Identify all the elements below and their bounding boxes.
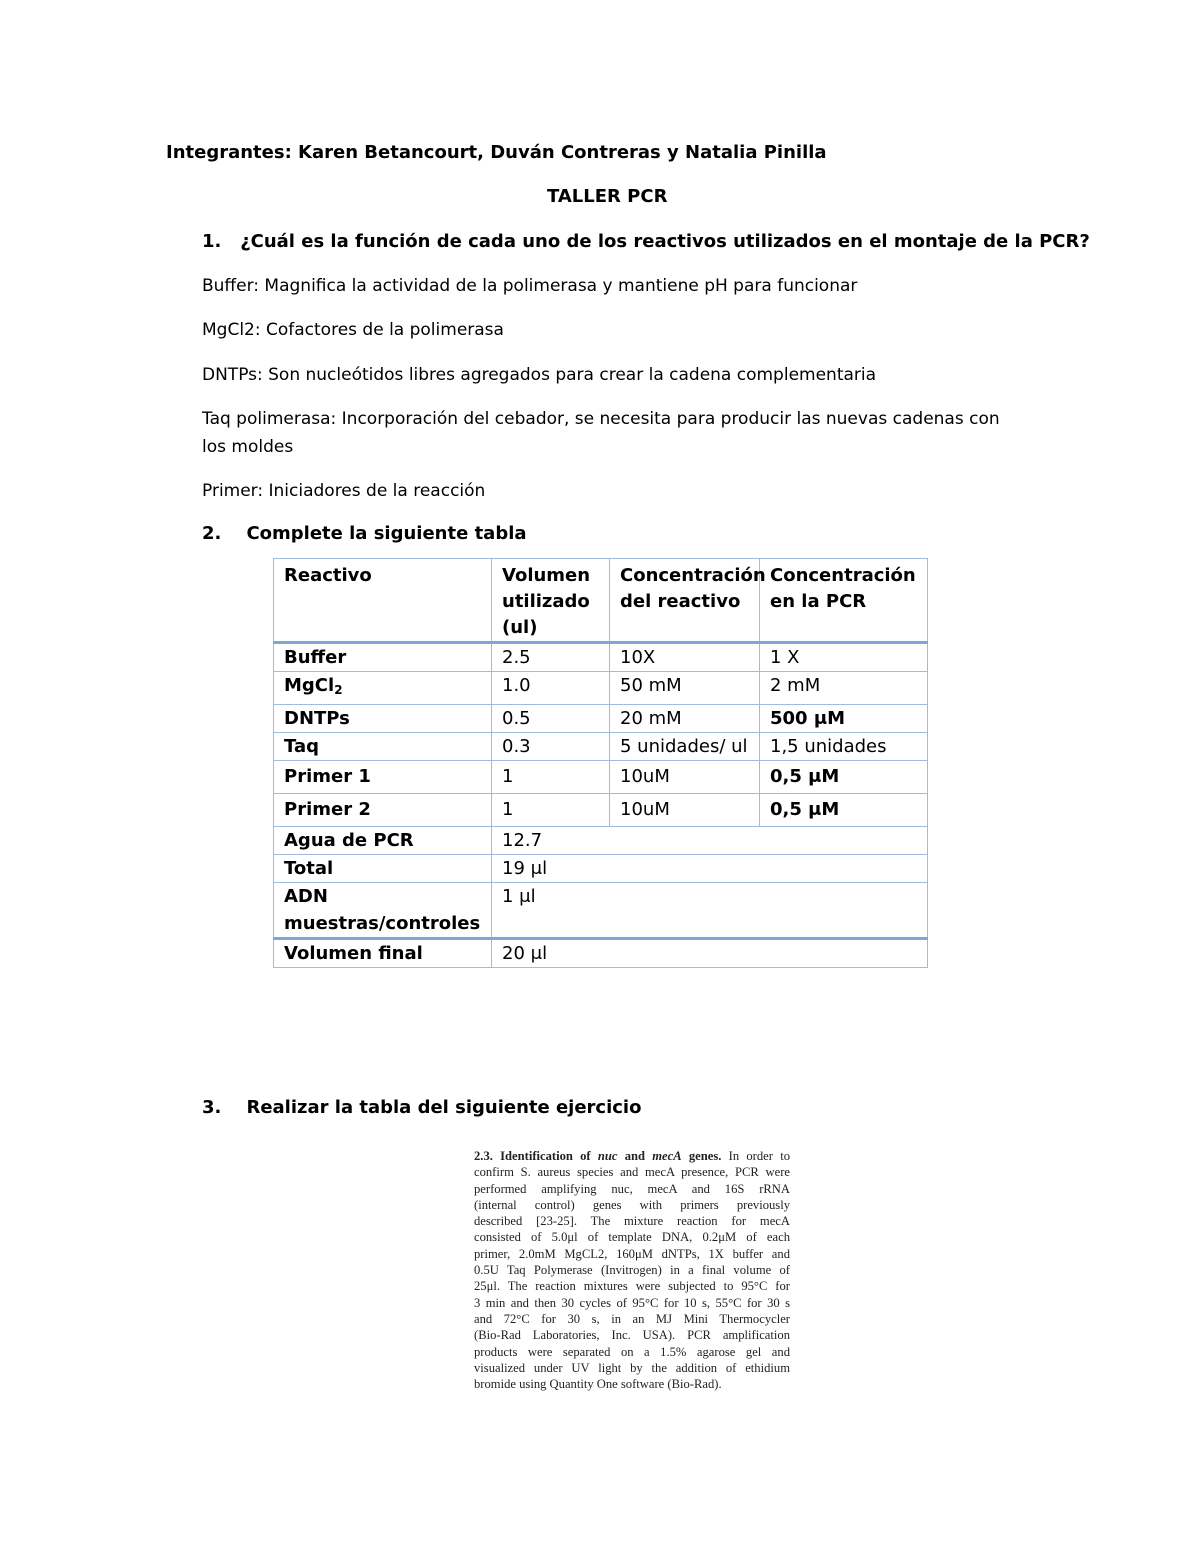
excerpt-line: and 72°C for 30 s, in an MJ Mini Thermocycler	[474, 1311, 790, 1326]
table-header-row	[274, 559, 928, 643]
table-cell: 12.7	[492, 827, 928, 855]
excerpt-line: visualized under UV light by the addition of ethidium	[474, 1360, 790, 1375]
table-cell: DNTPs	[274, 705, 492, 733]
table-cell: 10uM	[610, 761, 760, 794]
excerpt-line: products were separated on a 1.5% agarose gel and	[474, 1344, 790, 1359]
table-cell: 0,5 μM	[760, 761, 928, 794]
question-2	[202, 523, 527, 544]
table-cell: 1,5 unidades	[760, 733, 928, 761]
table-cell: 0,5 μM	[760, 794, 928, 827]
excerpt-line: 2.3. Identification of nuc and mecA genes. In order to	[474, 1149, 790, 1163]
excerpt-line: performed amplifying nuc, mecA and 16S rRNA	[474, 1181, 790, 1196]
table-cell: 0.3	[492, 733, 610, 761]
header-cell: Volumen utilizado (ul)	[492, 559, 610, 643]
excerpt-line: (internal control) genes with primers previously	[474, 1197, 790, 1212]
excerpt-line: 0.5U Taq Polymerase (Invitrogen) in a final volume of	[474, 1263, 790, 1278]
table-cell: 19 μl	[492, 855, 928, 883]
table-row	[274, 939, 928, 968]
header-cell: Reactivo	[274, 559, 492, 643]
table-cell: 500 μM	[760, 705, 928, 733]
article-excerpt-image	[474, 1148, 790, 1406]
excerpt-line: 3 min and then 30 cycles of 95°C for 10 s, 55°C for 30 s	[474, 1295, 790, 1310]
answer-mgcl2: MgCl2: Cofactores de la polimerasa	[202, 320, 504, 340]
table-row	[274, 827, 928, 855]
header-cell: Concentración del reactivo	[610, 559, 760, 643]
answer-dntps: DNTPs: Son nucleótidos libres agregados para crear la cadena complementaria	[202, 365, 877, 385]
members-line: Integrantes: Karen Betancourt, Duván Contreras y Natalia Pinilla	[166, 142, 827, 163]
table-row	[274, 643, 928, 672]
table-row	[274, 883, 928, 939]
table-cell: 20 mM	[610, 705, 760, 733]
table-cell: Agua de PCR	[274, 827, 492, 855]
table-cell: 2.5	[492, 643, 610, 672]
table-row	[274, 855, 928, 883]
question-1	[202, 231, 1090, 252]
question-3	[202, 1097, 641, 1118]
excerpt-line: confirm S. aureus species and mecA presence, PCR were	[474, 1165, 790, 1180]
table-cell: 1 X	[760, 643, 928, 672]
table-cell: ADN muestras/controles	[274, 883, 492, 939]
table-cell: Primer 1	[274, 761, 492, 794]
answer-primer: Primer: Iniciadores de la reacción	[202, 481, 486, 501]
table-cell: 20 μl	[492, 939, 928, 968]
question-text: Complete la siguiente tabla	[246, 523, 527, 544]
table-row	[274, 794, 928, 827]
page-title: TALLER PCR	[547, 186, 668, 207]
reagents-table	[273, 558, 928, 968]
table-cell: 1.0	[492, 672, 610, 705]
excerpt-line: bromide using Quantity One software (Bio-Rad).	[474, 1377, 722, 1392]
table-cell: Taq	[274, 733, 492, 761]
question-number: 3.	[202, 1097, 222, 1118]
excerpt-line: (Bio-Rad Laboratories, Inc. USA). PCR amplification	[474, 1328, 790, 1343]
table-cell: 2 mM	[760, 672, 928, 705]
excerpt-line: primer, 2.0mM MgCL2, 160μM dNTPs, 1X buffer and	[474, 1246, 790, 1261]
excerpt-line: described [23-25]. The mixture reaction for mecA	[474, 1214, 790, 1229]
table-cell: MgCl$_2$	[274, 672, 492, 705]
answer-taq-line1: Taq polimerasa: Incorporación del cebador, se necesita para producir las nuevas cadenas con	[202, 409, 1000, 429]
table-cell: Primer 2	[274, 794, 492, 827]
table-cell: 1	[492, 761, 610, 794]
subscript: 2	[334, 683, 343, 697]
table-row	[274, 672, 928, 705]
question-number: 1.	[202, 231, 222, 252]
header-cell: Concentración en la PCR	[760, 559, 928, 643]
table-cell: 1 μl	[492, 883, 928, 939]
question-number: 2.	[202, 523, 222, 544]
question-text: Realizar la tabla del siguiente ejercicio	[246, 1097, 642, 1118]
table-cell: 5 unidades/ ul	[610, 733, 760, 761]
excerpt-line: consisted of 5.0μl of template DNA, 0.2μM of each	[474, 1230, 790, 1245]
answer-taq-line2: los moldes	[202, 437, 294, 457]
table-cell: Volumen final	[274, 939, 492, 968]
table-cell: 10uM	[610, 794, 760, 827]
table-cell: 1	[492, 794, 610, 827]
table-cell: Total	[274, 855, 492, 883]
table-cell: 50 mM	[610, 672, 760, 705]
table-row	[274, 733, 928, 761]
table-row	[274, 761, 928, 794]
table-cell: 10X	[610, 643, 760, 672]
table-cell: 0.5	[492, 705, 610, 733]
question-text: ¿Cuál es la función de cada uno de los reactivos utilizados en el montaje de la PCR?	[240, 231, 1090, 252]
excerpt-line: 25μl. The reaction mixtures were subjected to 95°C for	[474, 1279, 790, 1294]
table-row	[274, 705, 928, 733]
answer-buffer: Buffer: Magnifica la actividad de la polimerasa y mantiene pH para funcionar	[202, 276, 858, 296]
table-cell: Buffer	[274, 643, 492, 672]
